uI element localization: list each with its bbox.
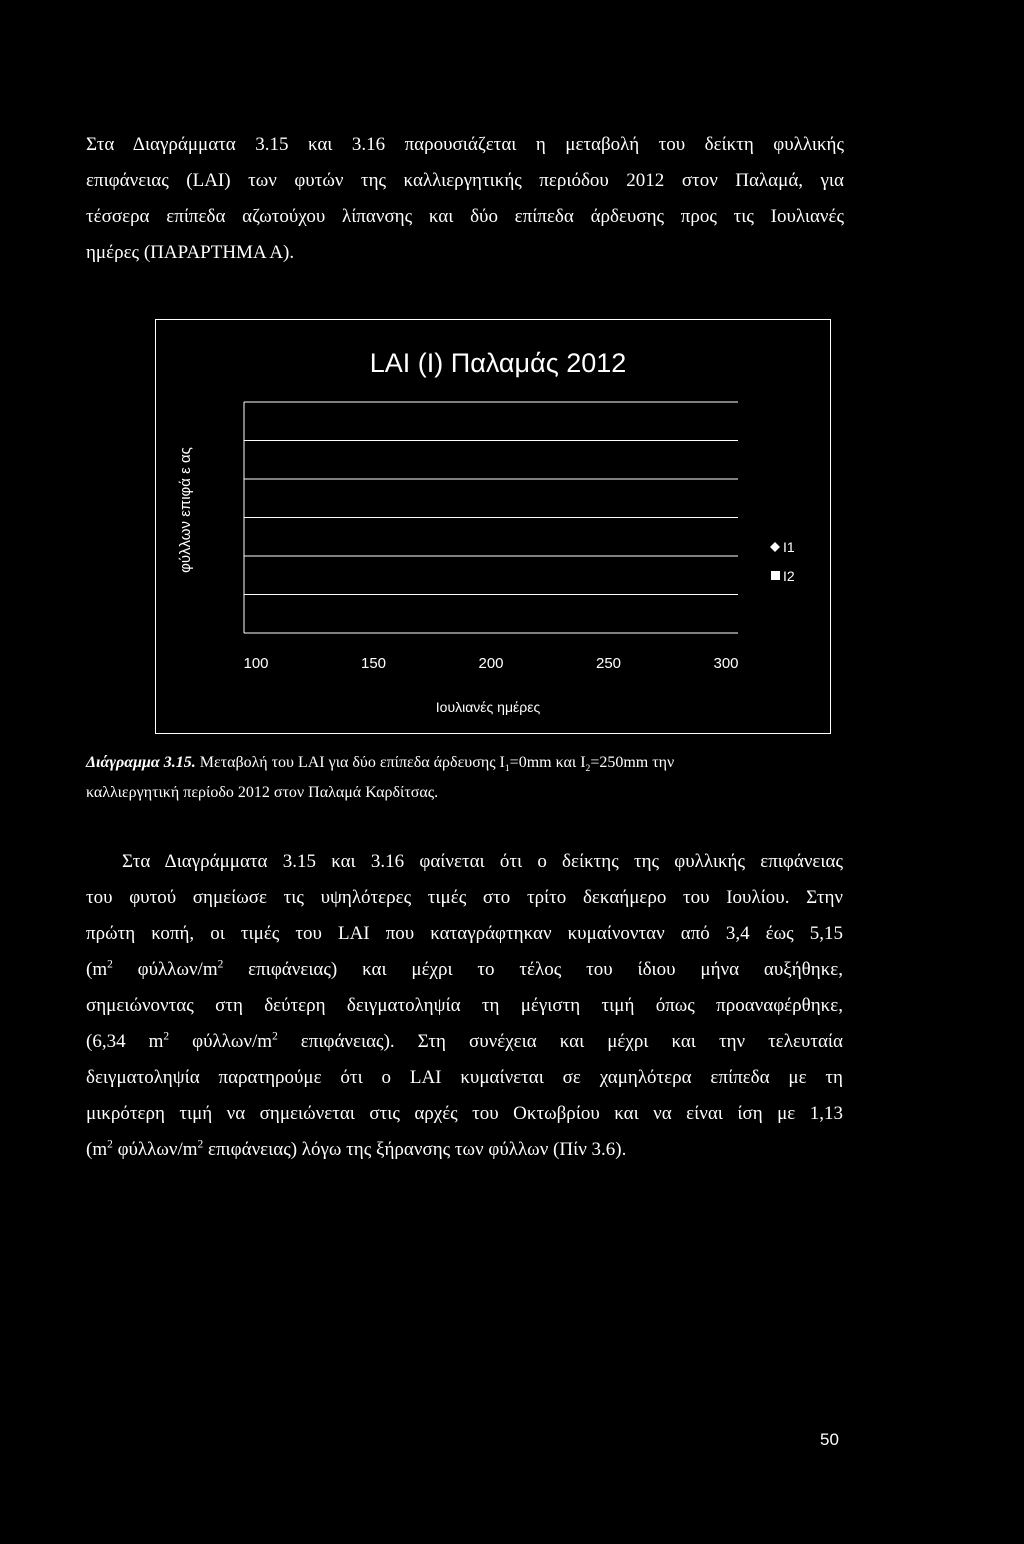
results-line-9-sup1: 2 xyxy=(107,1138,113,1151)
square-marker-icon xyxy=(771,571,780,580)
intro-paragraph xyxy=(86,127,844,271)
x-tick-label: 100 xyxy=(243,655,269,672)
intro-line-2: επιφάνειας (LAI) των φυτών της καλλιεργητικής περιόδου 2012 στον Παλαμά, για xyxy=(86,170,844,191)
results-line-8: μικρότερη τιμή να σημειώνεται στις αρχές του Οκτωβρίου και να είναι ίση με 1,13 xyxy=(86,1103,843,1124)
x-tick-label: 150 xyxy=(360,655,387,672)
results-line-9-a: (m xyxy=(86,1139,108,1160)
results-line-9-sup2: 2 xyxy=(197,1138,204,1151)
x-tick-label: 200 xyxy=(478,655,504,672)
page-number: 50 xyxy=(820,1430,839,1449)
legend xyxy=(770,539,795,584)
chart-title: LAI (I) Παλαμάς 2012 xyxy=(369,348,627,378)
results-line-7: δειγματοληψία παρατηρούμε ότι ο LAI κυμαίνεται σε χαμηλότερα επίπεδα με τη xyxy=(86,1067,843,1088)
figure-caption xyxy=(86,748,846,808)
caption-sub-1: 1 xyxy=(504,763,510,775)
results-line-4-a: (m xyxy=(86,959,108,980)
results-line-9-c: επιφάνειας) λόγω της ξήρανσης των φύλλων (Πίν 3.6). xyxy=(203,1139,627,1160)
caption-sub-2: 2 xyxy=(585,763,591,775)
intro-line-4: ημέρες (ΠΑΡΑΡΤΗΜΑ Α). xyxy=(86,242,295,263)
results-line-9 xyxy=(86,1132,843,1168)
x-tick-label: 300 xyxy=(713,655,739,672)
diamond-marker-icon xyxy=(770,542,780,552)
results-paragraph xyxy=(86,844,843,1168)
grid-lines xyxy=(244,402,738,633)
results-line-4 xyxy=(86,952,843,988)
results-line-4-c: επιφάνειας) και μέχρι το τέλος του ίδιου μήνα αυξήθηκε, xyxy=(223,959,843,980)
results-line-9-b: φύλλων/m xyxy=(112,1139,198,1160)
results-line-6-sup1: 2 xyxy=(163,1030,170,1043)
legend-label-i1: I1 xyxy=(783,539,795,555)
results-line-5: σημειώνοντας στη δεύτερη δειγματοληψία τη μέγιστη τιμή όπως προαναφέρθηκε, xyxy=(86,995,843,1016)
caption-line-1 xyxy=(86,748,846,778)
legend-item-i2 xyxy=(771,568,795,584)
x-tick-labels xyxy=(243,655,738,672)
results-line-3: πρώτη κοπή, οι τιμές του LAI που καταγράφτηκαν κυμαίνονταν από 3,4 έως 5,15 xyxy=(86,923,843,944)
y-axis-label: φύλλων επιφά ε ας xyxy=(177,447,194,573)
caption-text-a: Μεταβολή του LAI για δύο επίπεδα άρδευσης I xyxy=(195,754,505,771)
intro-line-3: τέσσερα επίπεδα αζωτούχου λίπανσης και δύο επίπεδα άρδευσης προς τις Ιουλιανές xyxy=(86,206,844,227)
results-line-6-a: (6,34 m xyxy=(86,1031,164,1052)
x-axis-label: Ιουλιανές ημέρες xyxy=(435,699,541,715)
results-line-1: Στα Διαγράμματα 3.15 και 3.16 φαίνεται ότι ο δείκτης της φυλλικής επιφάνειας xyxy=(122,851,843,872)
results-line-4-sup1: 2 xyxy=(107,958,113,971)
caption-text-b: =0mm και I xyxy=(509,754,586,771)
results-line-4-sup2: 2 xyxy=(217,958,224,971)
results-line-6-c: επιφάνειας). Στη συνέχεια και μέχρι και την τελευταία xyxy=(277,1031,843,1052)
caption-line-2: καλλιεργητική περίοδο 2012 στον Παλαμά Καρδίτσας. xyxy=(86,784,439,801)
intro-line-1: Στα Διαγράμματα 3.15 και 3.16 παρουσιάζεται η μεταβολή του δείκτη φυλλικής xyxy=(86,134,844,155)
results-line-2: του φυτού σημείωσε τις υψηλότερες τιμές στο τρίτο δεκαήμερο του Ιουλίου. Στην xyxy=(86,887,843,908)
caption-label: Διάγραμμα 3.15. xyxy=(86,754,196,771)
lai-chart xyxy=(156,320,832,735)
results-line-6-b: φύλλων/m xyxy=(169,1031,273,1052)
results-line-4-b: φύλλων/m xyxy=(112,959,218,980)
legend-item-i1 xyxy=(770,539,795,555)
results-line-6 xyxy=(86,1024,843,1060)
results-line-6-sup2: 2 xyxy=(272,1030,278,1043)
chart-frame xyxy=(155,319,831,734)
legend-label-i2: I2 xyxy=(783,568,795,584)
caption-text-c: =250mm την xyxy=(590,754,675,771)
x-tick-label: 250 xyxy=(595,655,622,672)
